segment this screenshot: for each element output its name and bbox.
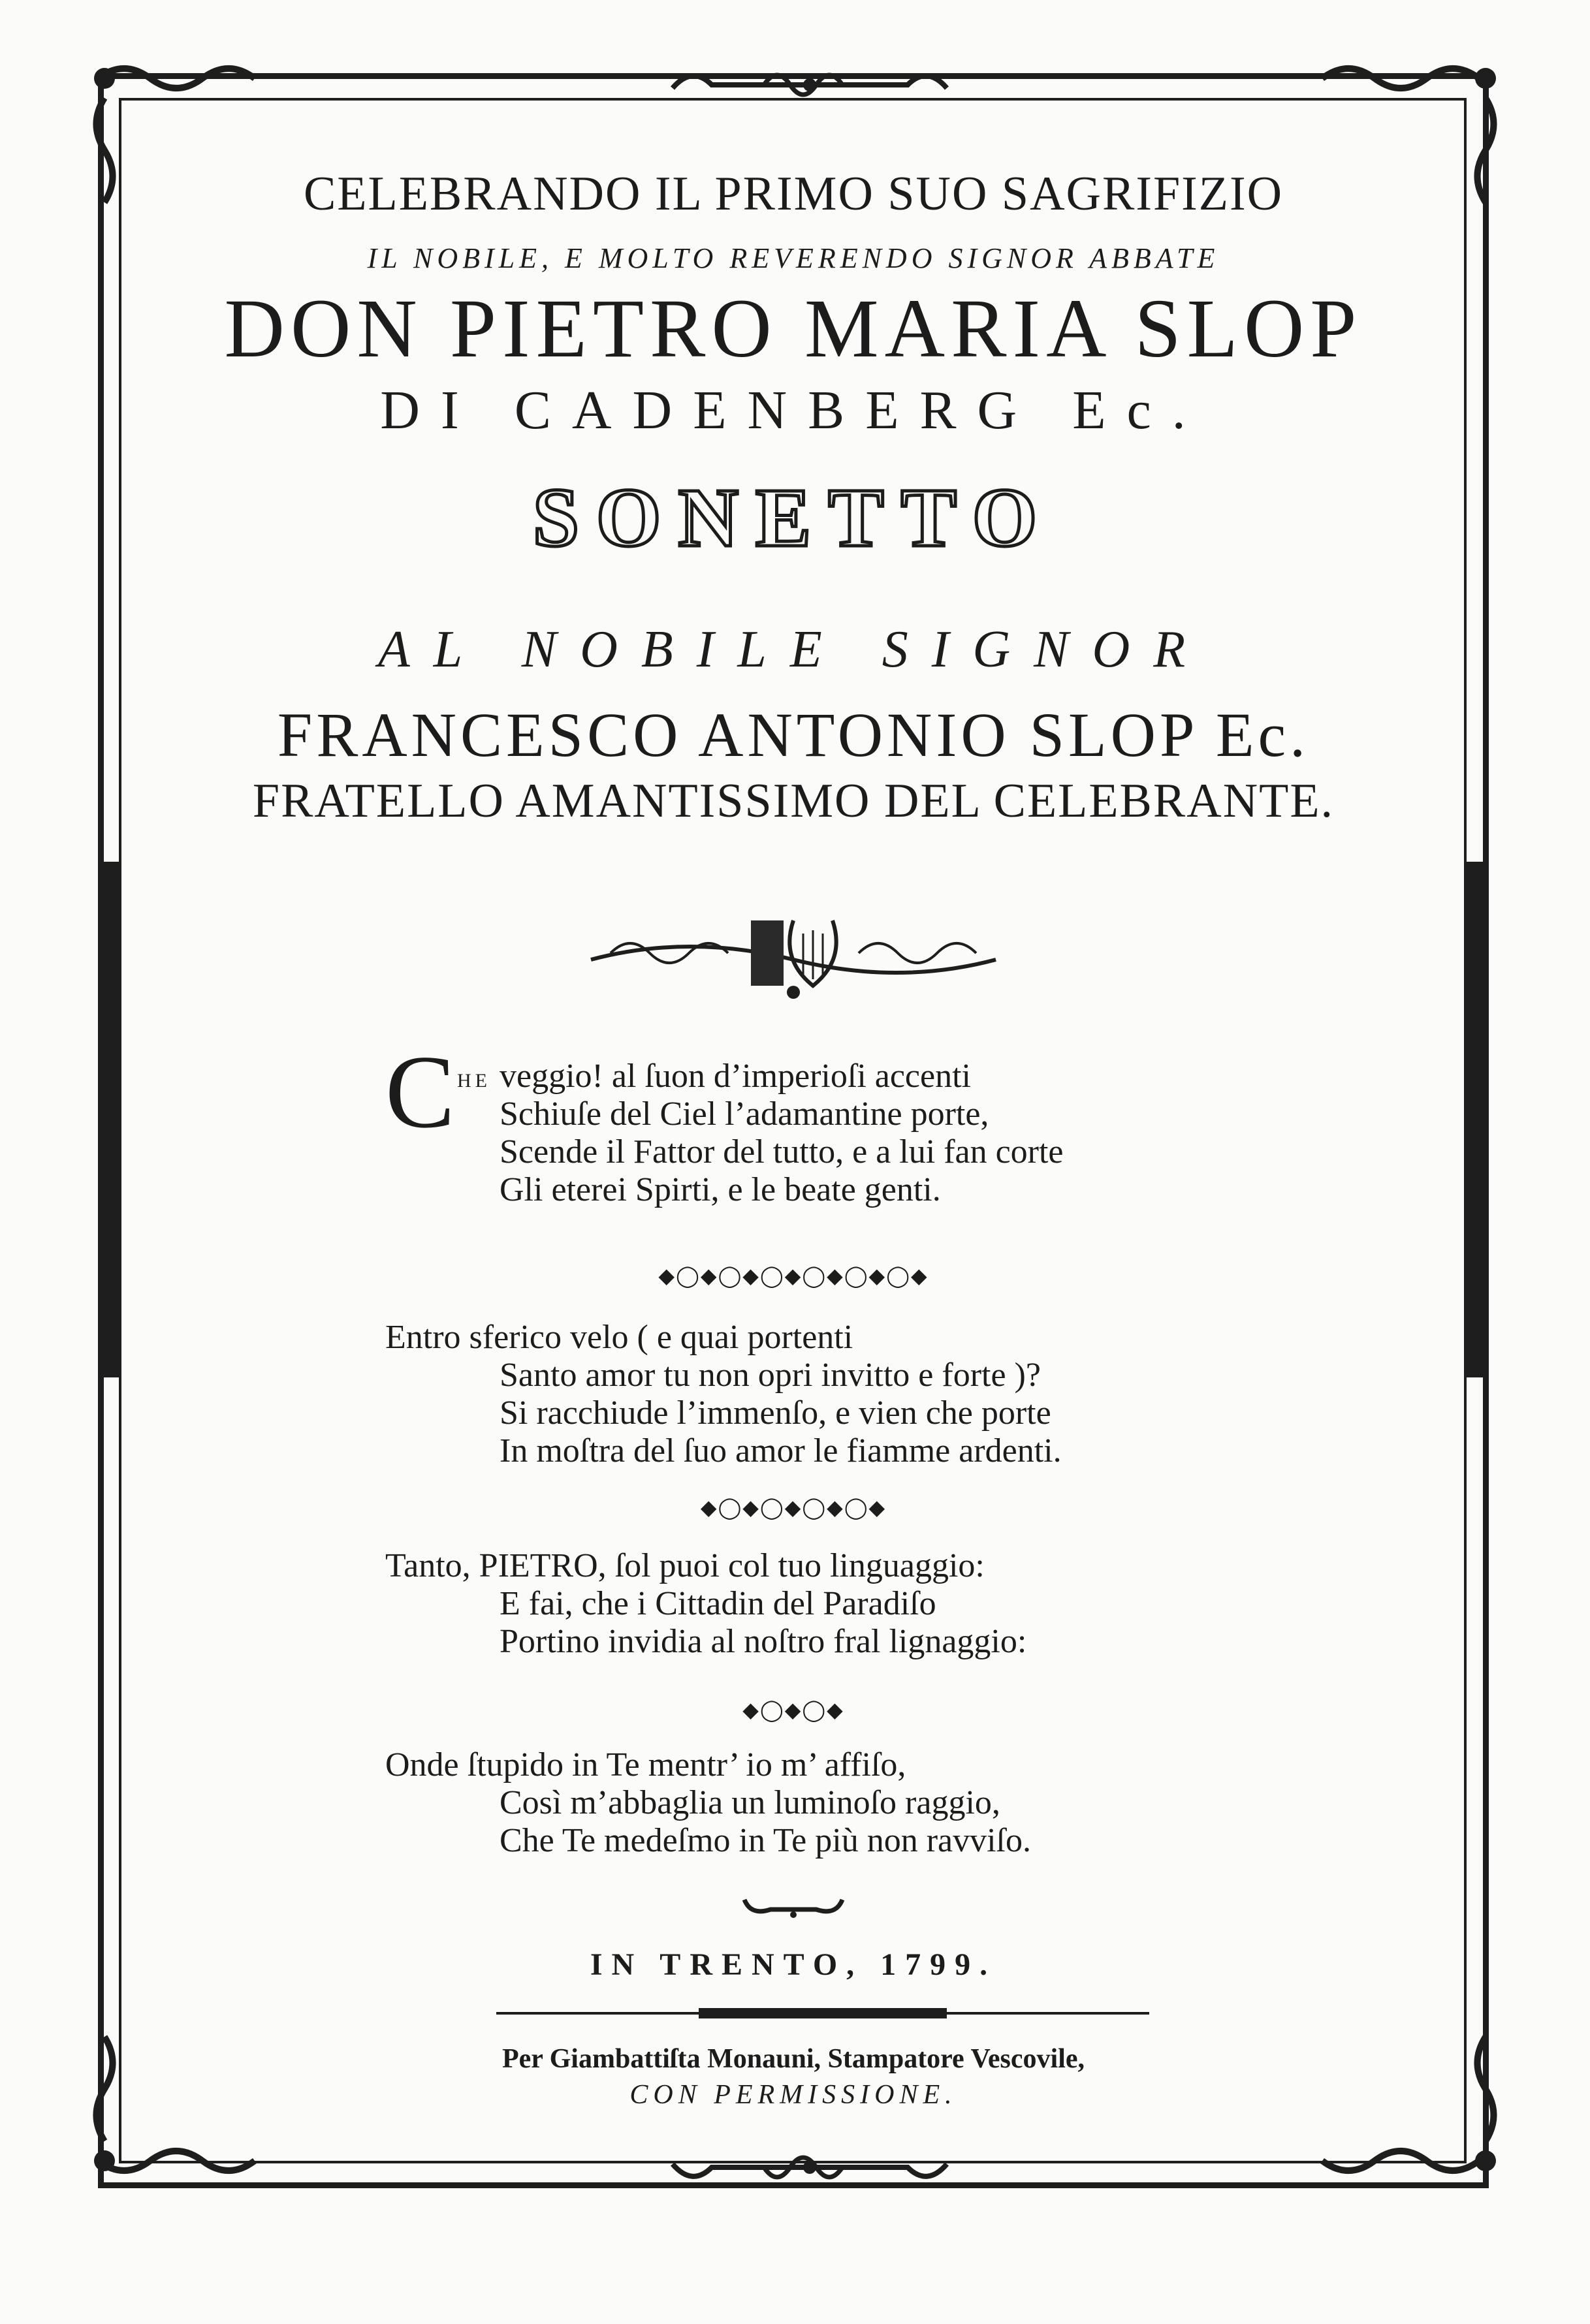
stanza-3-line-3: Portino invidia al noſtro fral lignaggio: [500, 1623, 1027, 1660]
drop-cap: C [385, 1033, 455, 1150]
stanza-3-line-2: E fai, che i Cittadin del Paradiſo [500, 1585, 936, 1622]
stanza-2-line-1: Entro sferico velo ( e quai portenti [385, 1319, 853, 1356]
top-center-ornament [666, 59, 953, 104]
celebrant-name: DON PIETRO MARIA SLOP [224, 282, 1363, 375]
stanza-2-line-4: In moſtra del ſuo amor le fiamme ardenti. [500, 1432, 1062, 1469]
left-side-band [98, 862, 120, 1377]
first-word-small-caps: HE [457, 1070, 491, 1091]
stanza-1 [385, 1033, 1365, 1214]
stanza-1-line-3: Scende il Fattor del tutto, e a lui fan corte [500, 1133, 1064, 1170]
stanza-divider-3: ◆◯◆◯◆ [742, 1697, 844, 1722]
stanza-1-line-4: Gli eterei Spirti, e le beate genti. [500, 1171, 941, 1208]
bottom-center-ornament [666, 2148, 953, 2193]
dedication-line-1: AL NOBILE SIGNOR [377, 621, 1209, 678]
lyre-vignette-ornament [584, 894, 1002, 1012]
printer-line: Per Giambattiſta Monauni, Stampatore Vescovile, [501, 2044, 1085, 2074]
celebrant-place: DI CADENBERG Ec. [380, 380, 1207, 441]
imprint-rule [496, 2005, 1149, 2021]
imprint: IN TRENTO, 1799. [590, 1947, 997, 1982]
dedicatee-name: FRANCESCO ANTONIO SLOP Ec. [277, 700, 1310, 770]
dedication-line-3: FRATELLO AMANTISSIMO DEL CELEBRANTE. [252, 774, 1335, 828]
header-line-1: CELEBRANDO IL PRIMO SUO SAGRIFIZIO [303, 167, 1284, 221]
stanza-1-line-2: Schiuſe del Ciel l’adamantine porte, [500, 1095, 989, 1133]
stanza-1-line-1 [457, 1058, 971, 1100]
stanza-3 [385, 1547, 1365, 1665]
right-side-band [1467, 862, 1489, 1377]
stanza-4 [385, 1746, 1365, 1864]
sonnet-title: SONETTO [532, 471, 1055, 564]
stanza-2-line-3: Si racchiude l’immenſo, e vien che porte [500, 1394, 1051, 1432]
stanza-2-line-2: Santo amor tu non opri invitto e forte )? [500, 1357, 1041, 1394]
stanza-divider-2: ◆◯◆◯◆◯◆◯◆ [700, 1495, 887, 1520]
permission-line: CON PERMISSIONE. [629, 2080, 957, 2110]
stanza-divider-1: ◆◯◆◯◆◯◆◯◆◯◆◯◆ [658, 1263, 929, 1288]
stanza-2 [385, 1319, 1365, 1475]
stanza-4-line-3: Che Te medeſmo in Te più non ravviſo. [500, 1822, 1031, 1859]
closing-flourish-ornament [738, 1890, 849, 1923]
stanza-4-line-1: Onde ſtupido in Te mentr’ io m’ affiſo, [385, 1746, 906, 1783]
stanza-3-line-1: Tanto, PIETRO, ſol puoi col tuo linguaggio: [385, 1547, 985, 1584]
stanza-4-line-2: Così m’abbaglia un luminoſo raggio, [500, 1784, 1000, 1821]
header-line-2: IL NOBILE, E MOLTO REVERENDO SIGNOR ABBATE [367, 242, 1220, 274]
page-content [150, 150, 1437, 2135]
stanza-1-line-1-text: veggio! al ſuon d’imperioſi accenti [491, 1058, 971, 1095]
